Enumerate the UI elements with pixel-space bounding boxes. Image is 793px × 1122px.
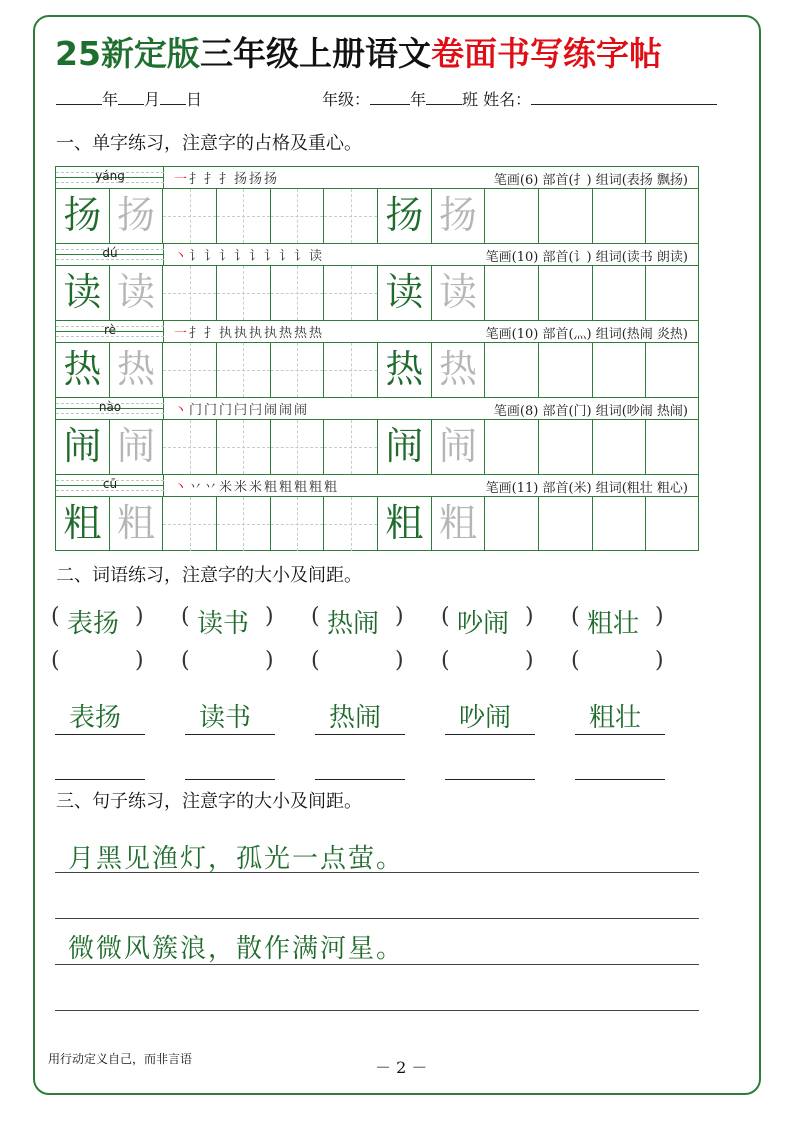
char-meta: 笔画(6) 部首(扌) 组词(表扬 飘扬) [493, 173, 688, 188]
grade-blank[interactable] [370, 86, 410, 105]
name-blank[interactable] [531, 86, 717, 105]
pinyin-box [56, 321, 164, 342]
char-block [55, 397, 699, 474]
paren-close: ) [395, 648, 404, 673]
paren-close: ) [135, 604, 144, 629]
sentence-2: 微微风簇浪，散作满河星。 [68, 934, 405, 964]
writing-cell[interactable] [163, 497, 217, 551]
word: 吵闹 [457, 609, 510, 639]
char-header [56, 398, 698, 420]
model-char: 读 [63, 270, 102, 314]
writing-cell[interactable] [324, 189, 378, 243]
paren-open: ( [441, 604, 450, 629]
pinyin: cū [102, 477, 118, 491]
char-meta: 笔画(10) 部首(讠) 组词(读书 朗读) [485, 250, 688, 265]
writing-cell[interactable] [485, 266, 539, 320]
page-title [55, 34, 662, 74]
word: 表扬 [67, 609, 120, 639]
model-char: 热 [385, 347, 424, 391]
first-stroke: 一 [174, 326, 190, 341]
title-part-3: 卷面书写练字帖 [430, 34, 662, 73]
writing-cell[interactable] [56, 497, 110, 551]
writing-cell[interactable] [593, 420, 647, 474]
writing-cell[interactable] [539, 189, 593, 243]
writing-cell[interactable] [378, 266, 432, 320]
stroke-order [174, 245, 324, 264]
section-3-heading: 三、句子练习，注意字的大小及间距。 [56, 791, 362, 812]
model-char: 闹 [63, 424, 102, 468]
writing-cell[interactable] [646, 343, 700, 397]
writing-cell[interactable] [432, 343, 486, 397]
stroke-order [174, 399, 309, 418]
char-block [55, 243, 699, 320]
writing-cell[interactable] [593, 189, 647, 243]
writing-line[interactable] [55, 1010, 699, 1011]
pinyin-box [56, 167, 164, 188]
model-char: 闹 [385, 424, 424, 468]
writing-cell[interactable] [593, 497, 647, 551]
footer-quote: 用行动定义自己，而非言语 [48, 1052, 193, 1066]
writing-line[interactable] [55, 918, 699, 919]
char-header [56, 321, 698, 343]
word-writing-line[interactable] [575, 779, 665, 780]
word-writing-line[interactable] [445, 779, 535, 780]
sentence-1: 月黑见渔灯，孤光一点萤。 [68, 844, 405, 874]
paren-close: ) [525, 604, 534, 629]
char-block [55, 320, 699, 397]
stroke-sequence: 门门门闩闩闹闹闹 [189, 403, 310, 418]
writing-cell[interactable] [539, 266, 593, 320]
writing-cell[interactable] [539, 420, 593, 474]
writing-cell[interactable] [432, 266, 486, 320]
first-stroke: 一 [174, 172, 190, 187]
char-block [55, 474, 699, 551]
char-block [55, 166, 699, 243]
writing-cell[interactable] [485, 189, 539, 243]
char-meta: 笔画(11) 部首(米) 组词(粗壮 粗心) [485, 481, 688, 496]
model-char: 扬 [63, 193, 102, 237]
word-underline [185, 734, 275, 735]
writing-cell[interactable] [324, 266, 378, 320]
year-blank[interactable] [56, 86, 102, 105]
word-writing-line[interactable] [55, 779, 145, 780]
trace-char: 闹 [116, 424, 155, 468]
trace-char: 扬 [438, 193, 477, 237]
writing-cell[interactable] [485, 420, 539, 474]
writing-cell[interactable] [110, 343, 164, 397]
writing-cell[interactable] [646, 189, 700, 243]
trace-char: 粗 [116, 501, 155, 545]
writing-cell[interactable] [646, 497, 700, 551]
paren-open: ( [51, 604, 60, 629]
word-underline [55, 734, 145, 735]
first-stroke: 丶 [174, 249, 190, 264]
writing-cell[interactable] [217, 189, 271, 243]
word: 读书 [197, 609, 250, 639]
writing-cell[interactable] [646, 266, 700, 320]
word-underline [445, 734, 535, 735]
writing-cell[interactable] [271, 343, 325, 397]
word: 表扬 [69, 703, 122, 733]
word-writing-line[interactable] [185, 779, 275, 780]
stroke-sequence: 丷丷米米米粗粗粗粗粗 [189, 480, 340, 495]
writing-cell[interactable] [56, 189, 110, 243]
writing-cell[interactable] [110, 420, 164, 474]
writing-cell[interactable] [271, 420, 325, 474]
word: 热闹 [329, 703, 382, 733]
grade-year-label: 年 [410, 90, 427, 109]
pinyin: yáng [95, 169, 125, 183]
word-underline [315, 734, 405, 735]
model-char: 扬 [385, 193, 424, 237]
stroke-sequence: 扌扌扌扬扬扬 [189, 172, 280, 187]
model-char: 粗 [63, 501, 102, 545]
month-blank[interactable] [118, 86, 144, 105]
stroke-order [174, 322, 324, 341]
paren-open: ( [571, 648, 580, 673]
year-label: 年 [102, 90, 119, 109]
writing-cell[interactable] [539, 497, 593, 551]
char-meta: 笔画(8) 部首(门) 组词(吵闹 热闹) [493, 404, 688, 419]
word: 粗壮 [587, 609, 640, 639]
writing-cell[interactable] [432, 189, 486, 243]
char-header [56, 244, 698, 266]
word-underline [575, 734, 665, 735]
pinyin: nào [98, 400, 122, 414]
writing-cell[interactable] [324, 420, 378, 474]
writing-cell[interactable] [324, 497, 378, 551]
writing-cell[interactable] [217, 343, 271, 397]
day-label: 日 [186, 90, 203, 109]
writing-cell[interactable] [110, 497, 164, 551]
paren-close: ) [395, 604, 404, 629]
writing-cell[interactable] [485, 343, 539, 397]
writing-cell[interactable] [56, 343, 110, 397]
title-part-2: 三年级上册语文 [199, 34, 431, 73]
writing-cell[interactable] [646, 420, 700, 474]
paren-close: ) [525, 648, 534, 673]
paren-open: ( [51, 648, 60, 673]
trace-char: 闹 [438, 424, 477, 468]
section-1-heading: 一、单字练习，注意字的占格及重心。 [56, 133, 362, 154]
paren-open: ( [311, 604, 320, 629]
writing-cell[interactable] [271, 497, 325, 551]
writing-cell[interactable] [593, 343, 647, 397]
date-line [56, 86, 202, 112]
paren-close: ) [135, 648, 144, 673]
grade-label: 年级： [322, 90, 371, 109]
writing-cell[interactable] [378, 343, 432, 397]
writing-cell[interactable] [163, 343, 217, 397]
char-header [56, 475, 698, 497]
writing-cell[interactable] [271, 266, 325, 320]
word: 热闹 [327, 609, 380, 639]
paren-open: ( [311, 648, 320, 673]
writing-cell[interactable] [217, 266, 271, 320]
stroke-sequence: 讠讠讠讠讠讠讠讠读 [189, 249, 325, 264]
first-stroke: 丶 [174, 403, 190, 418]
stroke-sequence: 扌扌执执执执热热热 [189, 326, 325, 341]
char-header [56, 167, 698, 189]
trace-char: 粗 [438, 501, 477, 545]
day-blank[interactable] [160, 86, 186, 105]
paren-close: ) [655, 648, 664, 673]
writing-cell[interactable] [217, 497, 271, 551]
char-meta: 笔画(10) 部首(灬) 组词(热闹 炎热) [485, 327, 688, 342]
class-blank[interactable] [426, 86, 462, 105]
trace-char: 热 [116, 347, 155, 391]
writing-cell[interactable] [378, 497, 432, 551]
writing-cell[interactable] [432, 497, 486, 551]
word: 读书 [199, 703, 252, 733]
stroke-order [174, 168, 279, 187]
page-number: － 2 － [375, 1058, 428, 1077]
month-label: 月 [144, 90, 161, 109]
trace-char: 热 [438, 347, 477, 391]
pinyin: dú [102, 246, 118, 260]
title-part-1: 25新定版 [55, 34, 200, 73]
writing-line[interactable] [55, 964, 699, 965]
writing-cell[interactable] [271, 189, 325, 243]
writing-cell[interactable] [217, 420, 271, 474]
grade-line [322, 86, 717, 112]
model-char: 粗 [385, 501, 424, 545]
section-2-heading: 二、词语练习，注意字的大小及间距。 [56, 565, 362, 586]
first-stroke: 丶 [174, 480, 190, 495]
char-grid [55, 166, 699, 551]
writing-cell[interactable] [485, 497, 539, 551]
trace-char: 读 [438, 270, 477, 314]
model-char: 热 [63, 347, 102, 391]
trace-char: 扬 [116, 193, 155, 237]
word: 吵闹 [459, 703, 512, 733]
paren-close: ) [655, 604, 664, 629]
trace-char: 读 [116, 270, 155, 314]
writing-cell[interactable] [56, 266, 110, 320]
pinyin-box [56, 475, 164, 496]
writing-cell[interactable] [378, 420, 432, 474]
paren-close: ) [265, 604, 274, 629]
paren-open: ( [181, 604, 190, 629]
writing-cell[interactable] [593, 266, 647, 320]
writing-cell[interactable] [163, 189, 217, 243]
paren-open: ( [441, 648, 450, 673]
word: 粗壮 [589, 703, 642, 733]
writing-cell[interactable] [378, 189, 432, 243]
model-char: 读 [385, 270, 424, 314]
pinyin: rè [103, 323, 117, 337]
paren-open: ( [571, 604, 580, 629]
class-name-label: 班 姓名： [462, 90, 532, 109]
writing-cell[interactable] [432, 420, 486, 474]
paren-open: ( [181, 648, 190, 673]
writing-cell[interactable] [110, 266, 164, 320]
writing-cell[interactable] [324, 343, 378, 397]
writing-cell[interactable] [539, 343, 593, 397]
writing-cell[interactable] [56, 420, 110, 474]
word-writing-line[interactable] [315, 779, 405, 780]
writing-line[interactable] [55, 872, 699, 873]
writing-cell[interactable] [163, 420, 217, 474]
pinyin-box [56, 398, 164, 419]
pinyin-box [56, 244, 164, 265]
stroke-order [174, 476, 339, 495]
writing-cell[interactable] [110, 189, 164, 243]
paren-close: ) [265, 648, 274, 673]
writing-cell[interactable] [163, 266, 217, 320]
